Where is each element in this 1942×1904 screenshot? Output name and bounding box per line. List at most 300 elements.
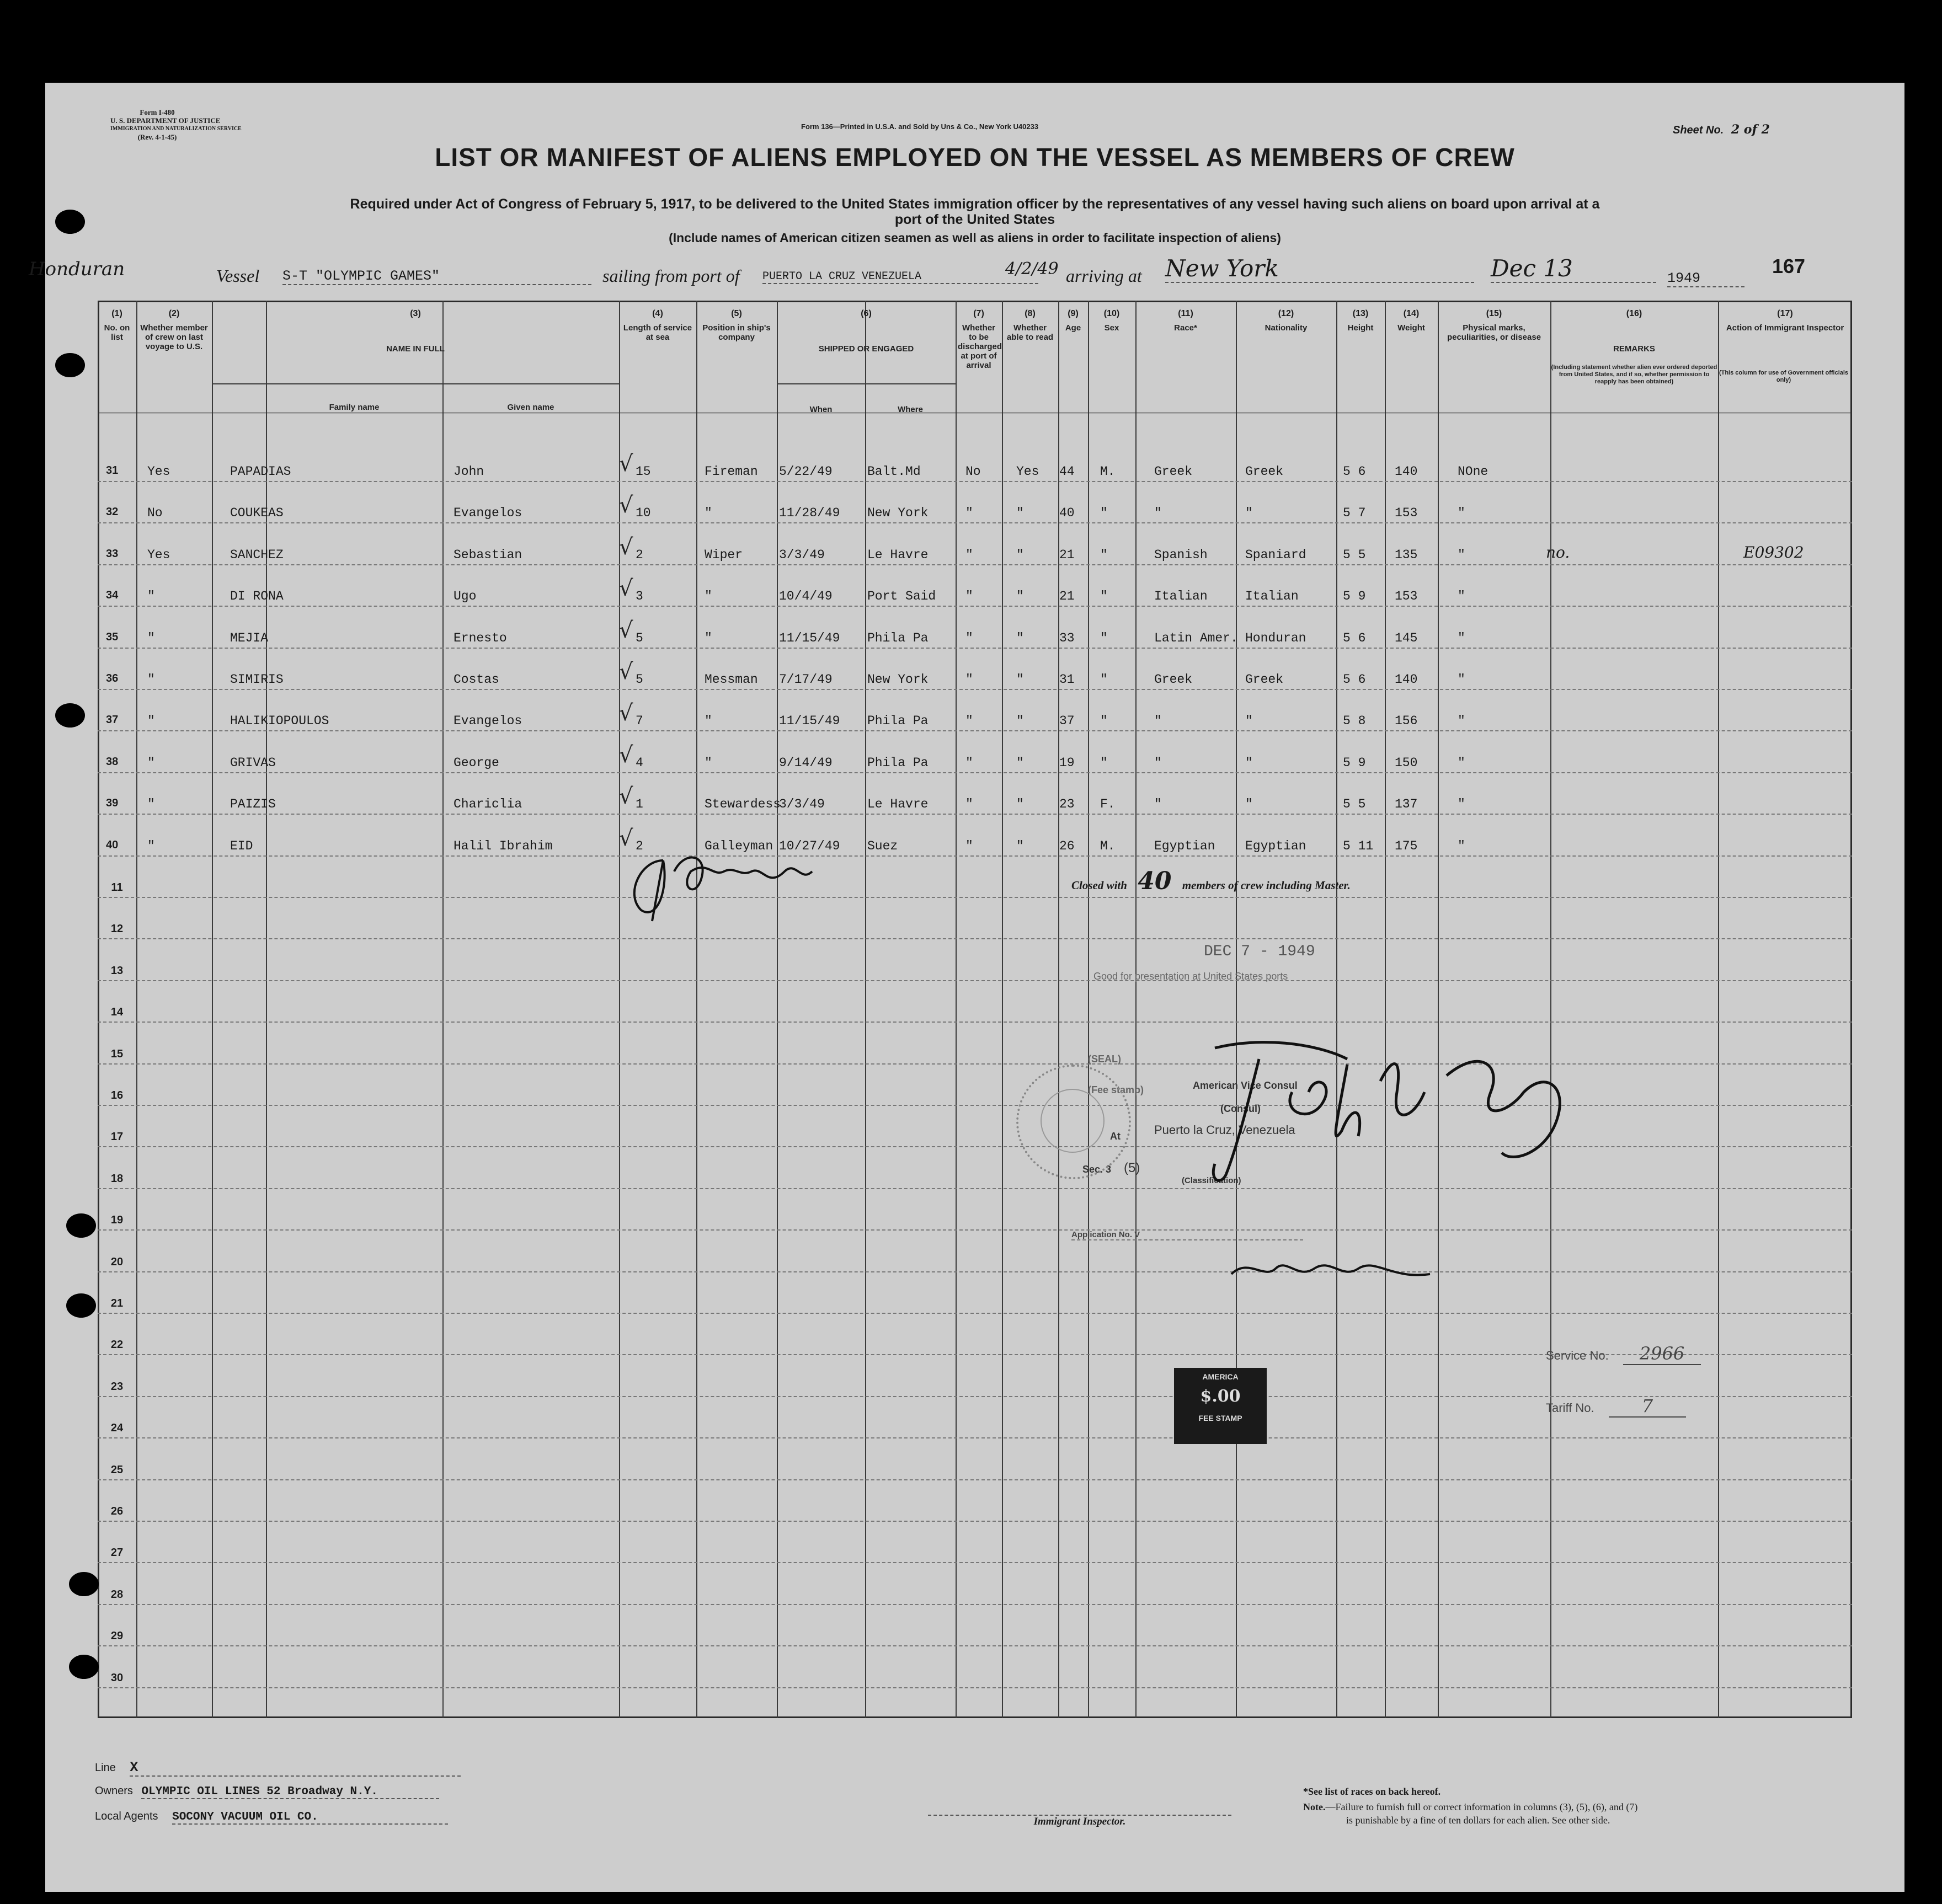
- row-number: 30: [110, 1671, 124, 1684]
- consul-label: (Consul): [1220, 1103, 1261, 1114]
- arrival-date: Dec 13: [1491, 255, 1656, 283]
- cell-discharge: ": [965, 797, 973, 812]
- cell-physical-marks: ": [1458, 547, 1465, 562]
- cell-shipped-when: 9/14/49: [779, 755, 833, 770]
- cell-shipped-when: 11/15/49: [779, 714, 840, 729]
- row-rule: [98, 1645, 1852, 1646]
- cell-sex: M.: [1100, 838, 1116, 853]
- column-header-label: No. on list: [104, 323, 130, 342]
- row-rule: [98, 855, 1852, 857]
- cell-race: Italian: [1154, 589, 1208, 604]
- service-number: [1546, 1343, 1701, 1364]
- punch-hole: [69, 1572, 99, 1596]
- service-no-label: Service No.: [1546, 1349, 1609, 1362]
- cell-shipped-when: 3/3/49: [779, 547, 825, 562]
- cell-physical-marks: ": [1458, 630, 1465, 645]
- cell-service-length: 2: [636, 547, 643, 562]
- cell-sex: F.: [1100, 797, 1116, 812]
- row-number: 17: [110, 1131, 124, 1143]
- cell-service-length: 4: [636, 755, 643, 770]
- cell-race: ": [1154, 797, 1162, 812]
- cell-nationality: Italian: [1245, 589, 1299, 604]
- check-mark-icon: √: [619, 534, 633, 560]
- row-number: 28: [110, 1588, 124, 1601]
- note-text: —Failure to furnish full or correct information in columns (3), (5), (6), and (7): [1325, 1801, 1638, 1812]
- penalty-note-2: is punishable by a fine of ten dollars for each alien. See other side.: [1346, 1815, 1610, 1826]
- cell-family-name: HALIKIOPOULOS: [230, 714, 329, 729]
- revision: (Rev. 4-1-45): [137, 133, 177, 141]
- cell-weight: 153: [1395, 589, 1418, 604]
- cell-row-number: 31: [106, 464, 119, 477]
- cell-height: 5 11: [1343, 838, 1374, 853]
- cell-family-name: PAPADIAS: [230, 464, 291, 479]
- closed-label: Closed with: [1071, 879, 1127, 892]
- arriving-label: arriving at: [1066, 266, 1142, 286]
- cell-able-to-read: ": [1016, 506, 1024, 521]
- cell-able-to-read: Yes: [1016, 464, 1039, 479]
- cell-age: 23: [1059, 797, 1075, 812]
- cell-physical-marks: ": [1458, 672, 1465, 687]
- cell-age: 31: [1059, 672, 1075, 687]
- column-header-label: Position in ship's company: [702, 323, 771, 342]
- cell-family-name: PAIZIS: [230, 797, 276, 812]
- cell-race: ": [1154, 714, 1162, 729]
- cell-row-number: 40: [106, 838, 119, 851]
- row-number: 19: [110, 1214, 124, 1227]
- when-header: When: [809, 405, 833, 414]
- column-number: (16): [1626, 309, 1642, 318]
- owners-value: OLYMPIC OIL LINES 52 Broadway N.Y.: [141, 1785, 439, 1799]
- cell-nationality: Greek: [1245, 464, 1284, 479]
- cell-able-to-read: ": [1016, 630, 1024, 645]
- cell-able-to-read: ": [1016, 589, 1024, 604]
- row-number: 27: [110, 1547, 124, 1559]
- cell-shipped-where: Port Said: [867, 589, 936, 604]
- cell-weight: 137: [1395, 797, 1418, 812]
- column-header-label: Race*: [1174, 323, 1197, 333]
- row-rule: [98, 522, 1852, 523]
- check-mark-icon: √: [619, 825, 633, 851]
- column-divider: [956, 301, 957, 1718]
- column-header-label: NAME IN FULL: [386, 344, 445, 354]
- at-label: At: [1110, 1131, 1121, 1142]
- cell-given-name: Ernesto: [454, 630, 507, 645]
- fee-stamp-amount: $.00: [1200, 1387, 1241, 1406]
- fee-stamp-bottom: FEE STAMP: [1198, 1414, 1242, 1422]
- line-label: Line: [95, 1762, 116, 1774]
- column-divider: [1718, 301, 1719, 1718]
- cell-family-name: DI RONA: [230, 589, 284, 604]
- cell-sex: ": [1100, 755, 1108, 770]
- cell-physical-marks: NOne: [1458, 464, 1488, 479]
- cell-race: Greek: [1154, 672, 1193, 687]
- punch-hole: [69, 1655, 99, 1679]
- cell-able-to-read: ": [1016, 672, 1024, 687]
- header-subdivider: [777, 383, 956, 384]
- cell-shipped-when: 3/3/49: [779, 797, 825, 812]
- cell-service-length: 3: [636, 589, 643, 604]
- fee-stamp-top: AMERICA: [1202, 1372, 1239, 1381]
- cell-last-voyage: ": [147, 630, 155, 645]
- cell-row-number: 37: [106, 714, 119, 726]
- cell-given-name: Chariclia: [454, 797, 522, 812]
- fee-stamp: [1174, 1368, 1267, 1444]
- row-number: 15: [110, 1047, 124, 1060]
- cell-shipped-where: Balt.Md: [867, 464, 921, 479]
- cell-service-length: 10: [636, 506, 651, 521]
- cell-service-length: 5: [636, 672, 643, 687]
- cell-discharge: ": [965, 755, 973, 770]
- cell-weight: 140: [1395, 464, 1418, 479]
- closed-with-line: [1071, 867, 1351, 895]
- column-number: (8): [1025, 309, 1036, 318]
- cell-family-name: SANCHEZ: [230, 547, 284, 562]
- cell-given-name: Ugo: [454, 589, 477, 604]
- row-number: 24: [110, 1422, 124, 1435]
- cell-shipped-when: 10/4/49: [779, 589, 833, 604]
- cell-shipped-where: New York: [867, 506, 929, 521]
- cell-row-number: 36: [106, 672, 119, 684]
- vessel-name: S-T "OLYMPIC GAMES": [282, 268, 591, 285]
- cell-family-name: MEJIA: [230, 630, 269, 645]
- column-divider: [1438, 301, 1439, 1718]
- cell-weight: 150: [1395, 755, 1418, 770]
- agents-label: Local Agents: [95, 1810, 158, 1822]
- consul-title: American Vice Consul: [1193, 1080, 1298, 1091]
- cell-physical-marks: ": [1458, 797, 1465, 812]
- cell-nationality: Spaniard: [1245, 547, 1306, 562]
- where-header: Where: [898, 405, 923, 414]
- cell-weight: 175: [1395, 838, 1418, 853]
- inspector-label: Immigrant Inspector.: [928, 1815, 1231, 1828]
- cell-service-length: 2: [636, 838, 643, 853]
- column-number: (6): [861, 309, 872, 318]
- column-header-label: REMARKS: [1613, 344, 1655, 354]
- cell-shipped-where: Le Havre: [867, 797, 929, 812]
- column-header-label: Whether member of crew on last voyage to U.S.: [140, 323, 208, 351]
- column-divider: [136, 301, 137, 1718]
- seal-inner-ring: [1041, 1089, 1105, 1153]
- printer-note: Form 136—Printed in U.S.A. and Sold by Uns & Co., New York U40233: [801, 122, 1039, 131]
- check-mark-icon: √: [619, 742, 633, 768]
- row-rule: [98, 814, 1852, 815]
- sailing-label: sailing from port of: [602, 266, 740, 286]
- cell-position: Galleyman: [705, 838, 773, 853]
- column-divider: [696, 301, 697, 1718]
- cell-last-voyage: ": [147, 714, 155, 729]
- cell-position: Wiper: [705, 547, 743, 562]
- page-title: LIST OR MANIFEST OF ALIENS EMPLOYED ON THE VESSEL AS MEMBERS OF CREW: [435, 143, 1515, 172]
- check-mark-icon: √: [619, 617, 633, 643]
- cell-family-name: COUKEAS: [230, 506, 284, 521]
- column-header-label: Whether able to read: [1006, 323, 1054, 342]
- cell-shipped-where: Phila Pa: [867, 714, 929, 729]
- visa-date: DEC 7 - 1949: [1204, 943, 1315, 960]
- cell-last-voyage: ": [147, 838, 155, 853]
- check-mark-icon: √: [619, 493, 633, 518]
- tariff-value: 7: [1609, 1395, 1686, 1418]
- cell-discharge: ": [965, 672, 973, 687]
- column-number: (15): [1486, 309, 1502, 318]
- row-number: 22: [110, 1339, 124, 1351]
- cell-given-name: Evangelos: [454, 714, 522, 729]
- cell-position: Fireman: [705, 464, 758, 479]
- cell-last-voyage: ": [147, 755, 155, 770]
- cell-position: ": [705, 506, 712, 521]
- cell-nationality: ": [1245, 797, 1253, 812]
- departure-port: PUERTO LA CRUZ VENEZUELA: [762, 270, 1038, 284]
- cell-physical-marks: ": [1458, 755, 1465, 770]
- cell-row-number: 33: [106, 547, 119, 560]
- master-signature: [619, 838, 906, 927]
- owners-label: Owners: [95, 1785, 133, 1797]
- cell-weight: 140: [1395, 672, 1418, 687]
- column-header-label: Sex: [1104, 323, 1119, 333]
- column-divider: [442, 301, 444, 1718]
- row-number: 14: [110, 1006, 124, 1019]
- cell-sex: ": [1100, 630, 1108, 645]
- cell-remarks: no.: [1546, 543, 1570, 561]
- sheet-label: Sheet No.: [1673, 124, 1724, 136]
- cell-weight: 135: [1395, 547, 1418, 562]
- cell-last-voyage: Yes: [147, 547, 170, 562]
- column-divider: [1550, 301, 1551, 1718]
- cell-able-to-read: ": [1016, 714, 1024, 729]
- cell-service-length: 1: [636, 797, 643, 812]
- cell-age: 19: [1059, 755, 1075, 770]
- column-header-label: Nationality: [1265, 323, 1308, 333]
- cell-height: 5 5: [1343, 547, 1366, 562]
- arrival-year: 1949: [1667, 270, 1744, 287]
- column-divider: [777, 301, 778, 1718]
- page-stamp: 167: [1772, 255, 1806, 277]
- department: U. S. DEPARTMENT OF JUSTICE: [110, 116, 221, 125]
- cell-given-name: Evangelos: [454, 506, 522, 521]
- subtitle-port: port of the United States: [894, 212, 1055, 227]
- column-number: (9): [1068, 309, 1079, 318]
- column-divider: [1002, 301, 1003, 1718]
- cell-family-name: EID: [230, 838, 253, 853]
- cell-discharge: ": [965, 589, 973, 604]
- cell-race: ": [1154, 506, 1162, 521]
- column-header-label: Action of Immigrant Inspector: [1726, 323, 1844, 333]
- cell-sex: ": [1100, 714, 1108, 729]
- cell-family-name: SIMIRIS: [230, 672, 284, 687]
- row-rule: [98, 1562, 1852, 1563]
- column-number: (14): [1403, 309, 1420, 318]
- remarks-note: (Including statement whether alien ever ordered deported from United States, and if so, whether permission to reapply has been obtained): [1551, 364, 1717, 385]
- row-rule: [98, 1271, 1852, 1272]
- cell-able-to-read: ": [1016, 838, 1024, 853]
- classification-label: (Classification): [1182, 1176, 1241, 1185]
- row-number: 23: [110, 1380, 124, 1393]
- cell-height: 5 6: [1343, 464, 1366, 479]
- cell-discharge: ": [965, 547, 973, 562]
- cell-nationality: Greek: [1245, 672, 1284, 687]
- cell-given-name: Costas: [454, 672, 499, 687]
- sec-label: Sec. 3: [1082, 1164, 1112, 1175]
- cell-row-number: 39: [106, 797, 119, 810]
- cell-discharge: ": [965, 714, 973, 729]
- cell-nationality: ": [1245, 714, 1253, 729]
- column-divider: [865, 301, 866, 1718]
- row-rule: [98, 980, 1852, 981]
- cell-last-voyage: ": [147, 672, 155, 687]
- punch-hole: [55, 703, 85, 728]
- cell-shipped-where: Suez: [867, 838, 898, 853]
- row-rule: [98, 730, 1852, 731]
- cell-nationality: ": [1245, 506, 1253, 521]
- row-rule: [98, 938, 1852, 939]
- row-number: 11: [111, 881, 123, 894]
- departure-date: 4/2/49: [1005, 259, 1059, 279]
- at-value: Puerto la Cruz, Venezuela: [1154, 1123, 1295, 1137]
- cell-able-to-read: ": [1016, 755, 1024, 770]
- punch-hole: [55, 210, 85, 234]
- cell-discharge: ": [965, 630, 973, 645]
- form-identification: [110, 108, 242, 141]
- cell-row-number: 38: [106, 755, 119, 768]
- cell-position: ": [705, 755, 712, 770]
- cell-given-name: Halil Ibrahim: [454, 838, 553, 853]
- cell-able-to-read: ": [1016, 547, 1024, 562]
- cell-height: 5 9: [1343, 589, 1366, 604]
- closed-count: 40: [1138, 867, 1172, 895]
- header-bottom-rule: [98, 413, 1852, 414]
- sec-value: (5): [1124, 1160, 1140, 1175]
- cell-age: 21: [1059, 589, 1075, 604]
- row-rule: [98, 1521, 1852, 1522]
- cell-height: 5 6: [1343, 672, 1366, 687]
- check-mark-icon: √: [619, 659, 633, 684]
- cell-age: 33: [1059, 630, 1075, 645]
- row-rule: [98, 1479, 1852, 1480]
- cell-age: 44: [1059, 464, 1075, 479]
- cell-position: ": [705, 714, 712, 729]
- cell-position: Messman: [705, 672, 758, 687]
- cell-shipped-where: Phila Pa: [867, 630, 929, 645]
- cell-physical-marks: ": [1458, 506, 1465, 521]
- row-rule: [98, 606, 1852, 607]
- row-number: 13: [110, 964, 124, 977]
- cell-sex: ": [1100, 589, 1108, 604]
- cell-nationality: Honduran: [1245, 630, 1306, 645]
- cell-position: ": [705, 589, 712, 604]
- manifest-table-frame: [98, 301, 1852, 1718]
- agents-field: [95, 1810, 448, 1825]
- cell-sex: M.: [1100, 464, 1116, 479]
- column-header-label: Length of service at sea: [623, 323, 692, 342]
- row-number: 25: [110, 1463, 124, 1476]
- family-name-header: Family name: [329, 403, 380, 412]
- punch-hole: [66, 1293, 96, 1318]
- check-mark-icon: √: [619, 700, 633, 726]
- column-header-label: Weight: [1397, 323, 1425, 333]
- row-rule: [98, 1313, 1852, 1314]
- cell-given-name: George: [454, 755, 499, 770]
- sheet-value: 2 of 2: [1731, 122, 1770, 137]
- cell-last-voyage: No: [147, 506, 163, 521]
- row-number: 29: [110, 1630, 124, 1643]
- column-number: (12): [1278, 309, 1294, 318]
- punch-hole: [55, 353, 85, 377]
- check-mark-icon: √: [619, 784, 633, 810]
- cell-shipped-where: Le Havre: [867, 547, 929, 562]
- cell-last-voyage: ": [147, 589, 155, 604]
- flag-handwritten: Honduran: [29, 258, 125, 280]
- cell-shipped-when: 7/17/49: [779, 672, 833, 687]
- agents-value: SOCONY VACUUM OIL CO.: [172, 1811, 448, 1825]
- column-number: (1): [111, 309, 122, 318]
- vessel-label: Vessel: [216, 266, 260, 286]
- races-note: *See list of races on back hereof.: [1303, 1786, 1441, 1797]
- cell-sex: ": [1100, 547, 1108, 562]
- service-no-value: 2966: [1623, 1343, 1701, 1365]
- cell-height: 5 6: [1343, 630, 1366, 645]
- row-number: 26: [110, 1505, 124, 1517]
- cell-height: 5 5: [1343, 797, 1366, 812]
- column-header-label: Whether to be discharged at port of arrival: [958, 323, 1002, 370]
- row-number: 20: [110, 1255, 124, 1268]
- row-rule: [98, 897, 1852, 898]
- check-mark-icon: √: [619, 576, 633, 602]
- column-number: (17): [1777, 309, 1793, 318]
- cell-age: 40: [1059, 506, 1075, 521]
- column-header-label: Age: [1065, 323, 1081, 333]
- cell-able-to-read: ": [1016, 797, 1024, 812]
- row-rule: [98, 772, 1852, 773]
- cell-weight: 156: [1395, 714, 1418, 729]
- form-number: Form I-480: [140, 108, 175, 116]
- seal-label: (SEAL): [1088, 1053, 1121, 1065]
- cell-discharge: ": [965, 838, 973, 853]
- row-rule: [98, 648, 1852, 649]
- cell-given-name: John: [454, 464, 484, 479]
- column-number: (2): [168, 309, 180, 318]
- tariff-number: [1546, 1395, 1686, 1416]
- cell-discharge: No: [965, 464, 981, 479]
- punch-hole: [66, 1213, 96, 1238]
- consular-seal: [1016, 1065, 1131, 1179]
- given-name-header: Given name: [507, 403, 554, 412]
- cell-race: Egyptian: [1154, 838, 1215, 853]
- classification-signature: [1226, 1252, 1436, 1285]
- visa-presentation: Good for presentation at United States ports: [1093, 971, 1288, 982]
- row-number: 18: [110, 1172, 124, 1185]
- penalty-note: [1303, 1801, 1637, 1813]
- note-label: Note.: [1303, 1801, 1326, 1812]
- column-number: (4): [652, 309, 663, 318]
- fee-label: (Fee stamp): [1088, 1084, 1144, 1095]
- cell-inspector-action: E09302: [1743, 543, 1804, 561]
- row-rule: [98, 1437, 1852, 1438]
- cell-position: ": [705, 630, 712, 645]
- cell-service-length: 7: [636, 714, 643, 729]
- line-value: X: [130, 1759, 461, 1777]
- closed-suffix: members of crew including Master.: [1182, 879, 1351, 892]
- column-number: (3): [410, 309, 421, 318]
- subtitle-act: Required under Act of Congress of February 5, 1917, to be delivered to the United States immigration officer by the representatives of any vessel having such aliens on board upon arrival at a: [350, 196, 1600, 212]
- cell-nationality: Egyptian: [1245, 838, 1306, 853]
- column-number: (5): [731, 309, 742, 318]
- column-number: (10): [1103, 309, 1120, 318]
- cell-shipped-where: New York: [867, 672, 929, 687]
- cell-physical-marks: ": [1458, 838, 1465, 853]
- cell-shipped-when: 5/22/49: [779, 464, 833, 479]
- column-header-label: Physical marks, peculiarities, or disease: [1447, 323, 1541, 342]
- owners-field: [95, 1785, 439, 1799]
- check-mark-icon: √: [619, 451, 633, 477]
